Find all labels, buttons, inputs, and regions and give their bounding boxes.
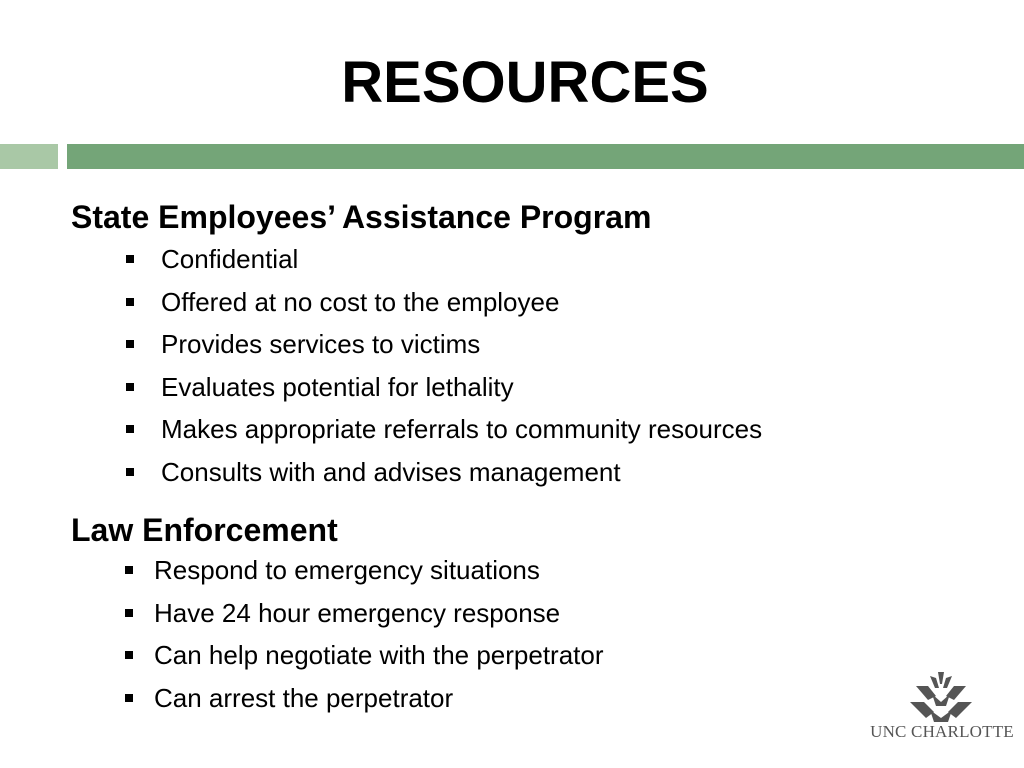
slide-title: RESOURCES bbox=[341, 50, 709, 115]
unc-charlotte-crown-logo-icon bbox=[906, 672, 976, 722]
square-bullet-icon bbox=[126, 340, 134, 348]
square-bullet-icon bbox=[125, 566, 133, 574]
section-heading-law-enforcement: Law Enforcement bbox=[71, 512, 338, 548]
list-item bbox=[71, 408, 971, 451]
square-bullet-icon bbox=[126, 298, 134, 306]
square-bullet-icon bbox=[125, 609, 133, 617]
list-item bbox=[71, 323, 971, 366]
square-bullet-icon bbox=[125, 694, 133, 702]
list-item-text: Consults with and advises management bbox=[161, 456, 621, 487]
list-item bbox=[71, 549, 971, 592]
list-item bbox=[71, 592, 971, 635]
list-item-text: Can arrest the perpetrator bbox=[154, 682, 454, 713]
list-item-text: Confidential bbox=[161, 244, 299, 274]
slide-body bbox=[71, 196, 971, 719]
list-item bbox=[71, 238, 971, 281]
list-item bbox=[71, 281, 971, 324]
list-item-text: Can help negotiate with the perpetrator bbox=[154, 640, 604, 670]
bullet-list-law-enforcement bbox=[71, 549, 971, 719]
square-bullet-icon bbox=[126, 255, 134, 263]
list-item-text: Have 24 hour emergency response bbox=[154, 597, 561, 628]
square-bullet-icon bbox=[126, 383, 134, 391]
square-bullet-icon bbox=[125, 651, 133, 659]
section-heading-seap: State Employees’ Assistance Program bbox=[71, 199, 652, 235]
square-bullet-icon bbox=[126, 425, 134, 433]
list-item-text: Provides services to victims bbox=[161, 329, 481, 359]
list-item bbox=[71, 366, 971, 409]
list-item-text: Respond to emergency situations bbox=[154, 555, 540, 585]
list-item-text: Evaluates potential for lethality bbox=[161, 371, 514, 402]
accent-bar-short bbox=[0, 144, 58, 169]
accent-bar-long bbox=[67, 144, 1024, 169]
unc-charlotte-logo bbox=[862, 672, 1022, 744]
bullet-list-seap bbox=[71, 238, 971, 493]
square-bullet-icon bbox=[126, 468, 134, 476]
list-item bbox=[71, 634, 971, 677]
list-item-text: Makes appropriate referrals to community resources bbox=[161, 414, 763, 444]
list-item-text: Offered at no cost to the employee bbox=[161, 286, 560, 317]
list-item bbox=[71, 677, 971, 720]
list-item bbox=[71, 451, 971, 494]
unc-charlotte-logo-text: UNC CHARLOTTE bbox=[870, 722, 1014, 741]
